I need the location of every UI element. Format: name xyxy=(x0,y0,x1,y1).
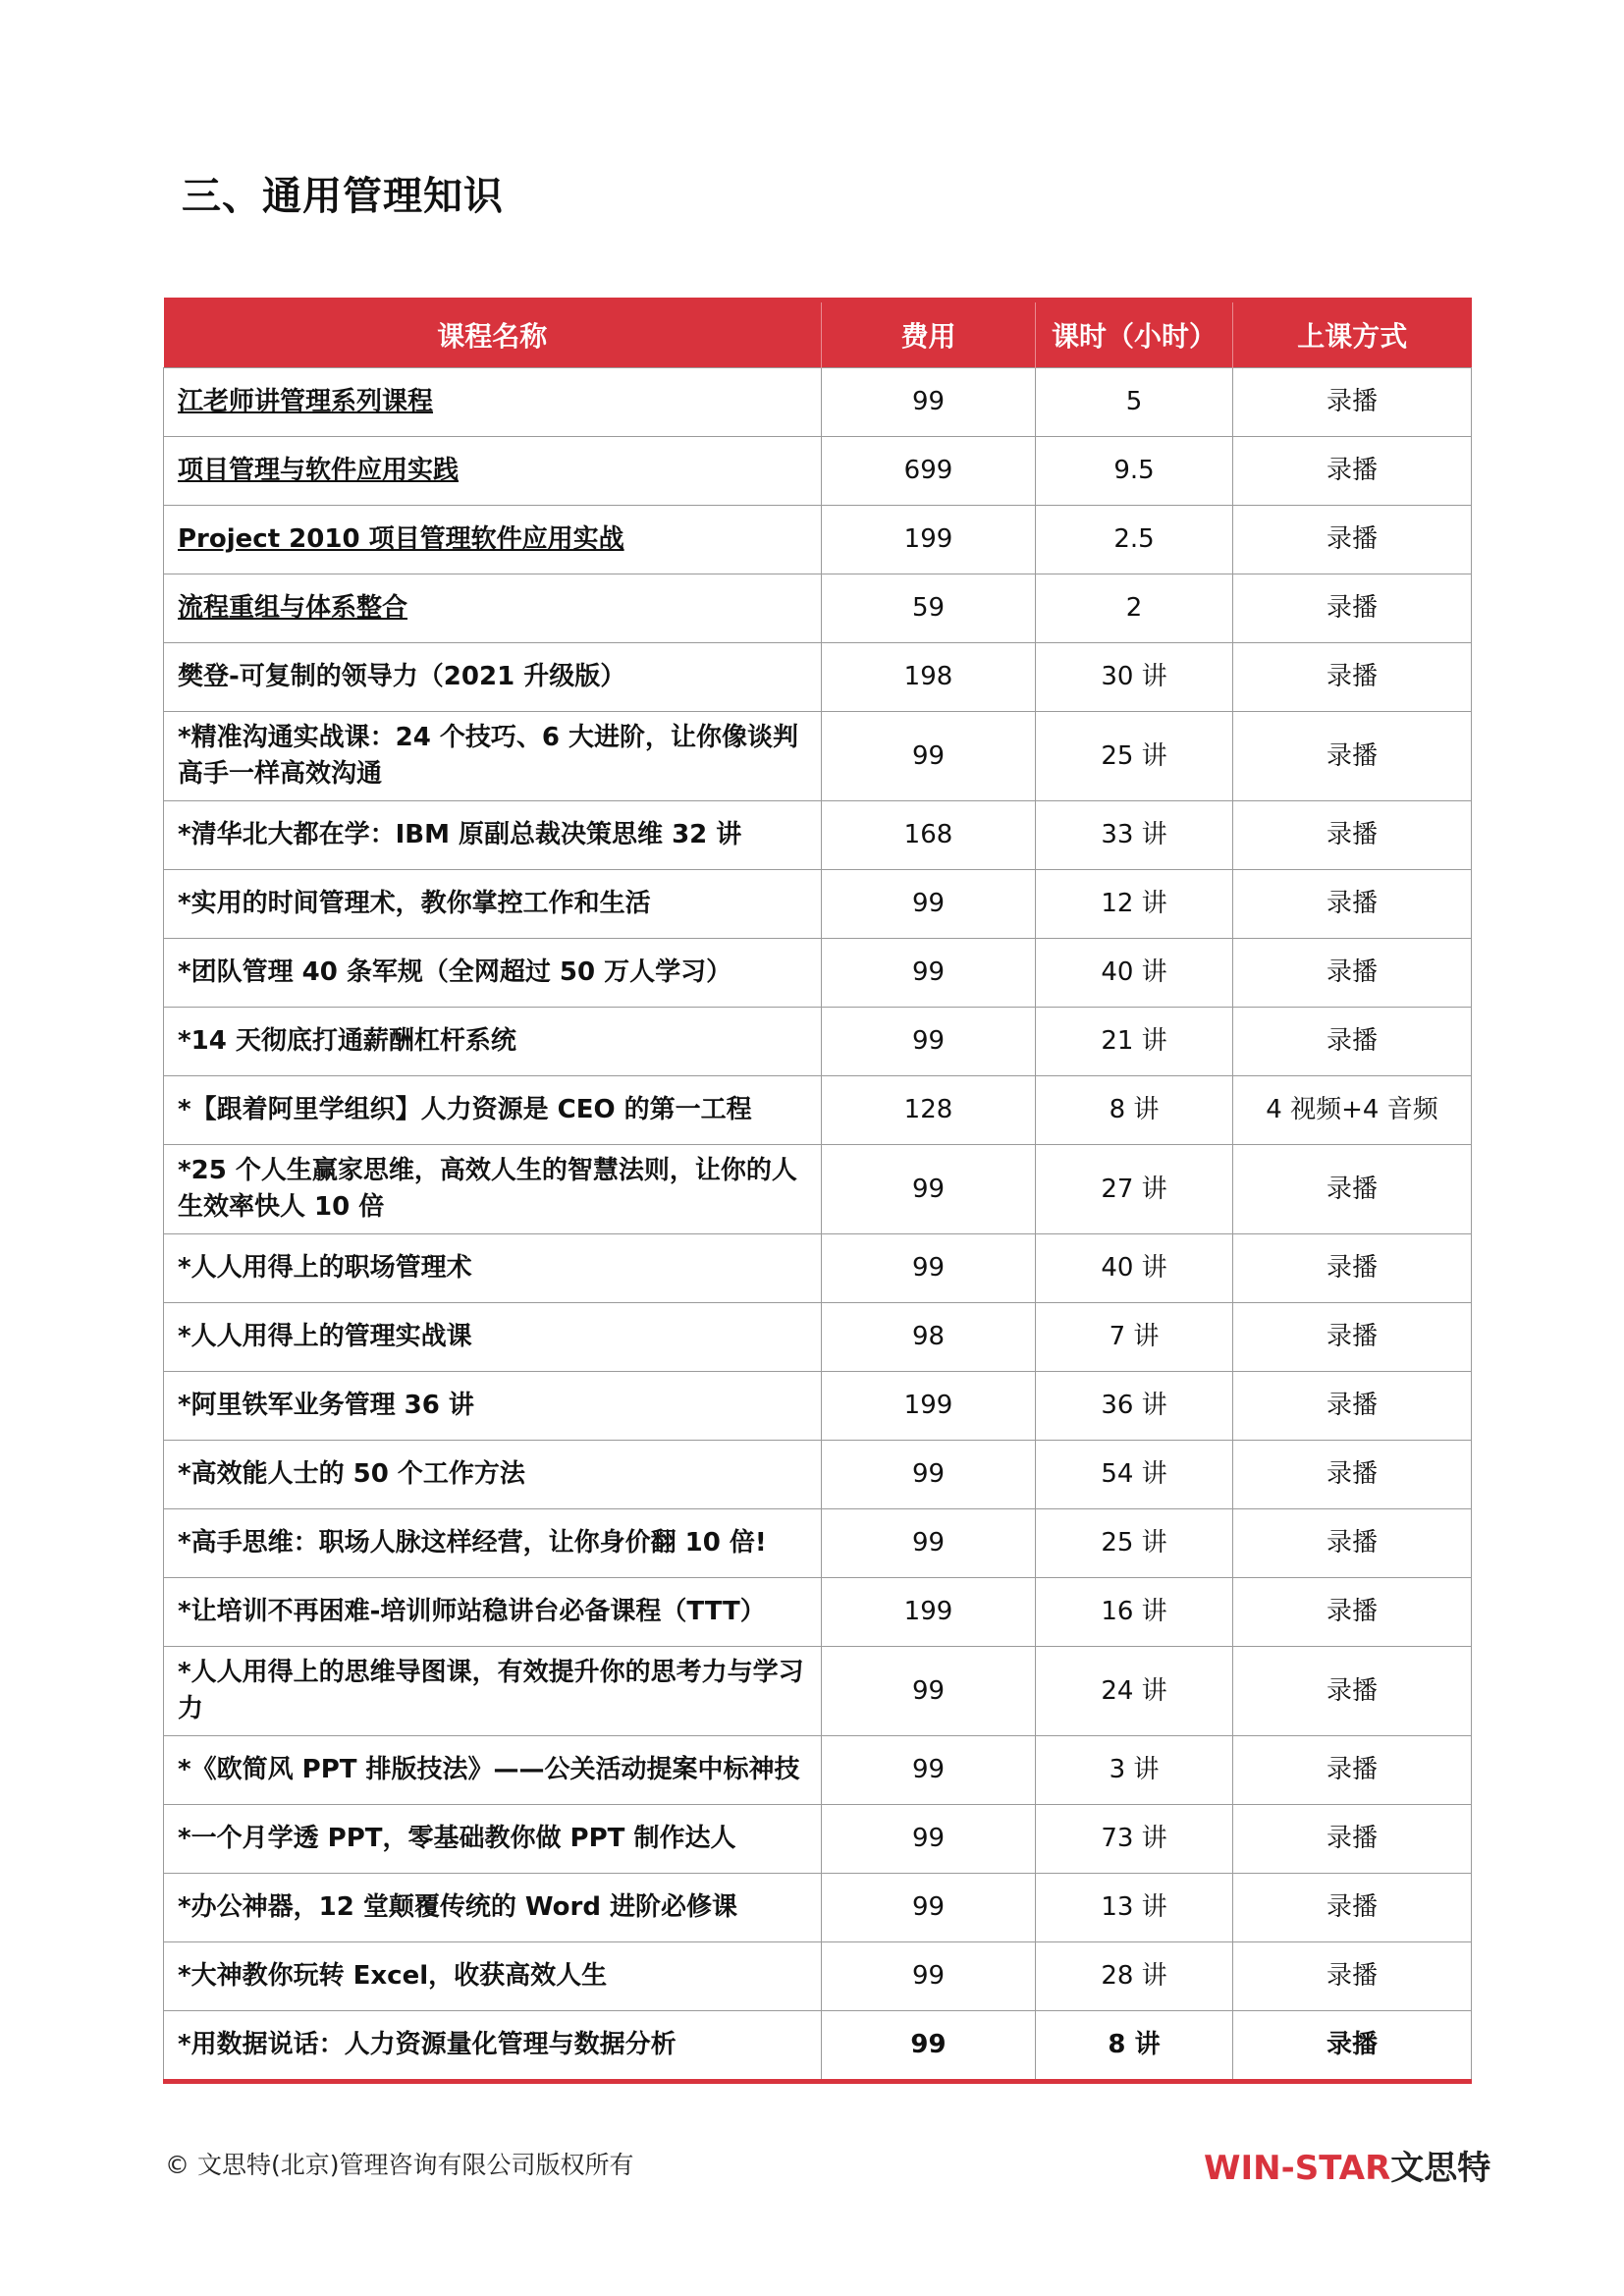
mode-cell: 录播 xyxy=(1233,801,1472,870)
course-name-cell: *清华北大都在学：IBM 原副总裁决策思维 32 讲 xyxy=(164,801,822,870)
fee-cell: 99 xyxy=(822,1234,1036,1303)
fee-cell: 199 xyxy=(822,1578,1036,1647)
mode-cell: 录播 xyxy=(1233,1234,1472,1303)
table-row xyxy=(164,1234,1472,1303)
table-row xyxy=(164,1647,1472,1736)
brand-logo xyxy=(1204,2141,1490,2189)
course-name-cell: *让培训不再困难-培训师站稳讲台必备课程（TTT） xyxy=(164,1578,822,1647)
hours-cell: 33 讲 xyxy=(1036,801,1233,870)
course-name-cell: *大神教你玩转 Excel，收获高效人生 xyxy=(164,1942,822,2011)
course-name-cell: *高效能人士的 50 个工作方法 xyxy=(164,1441,822,1509)
hours-cell: 9.5 xyxy=(1036,437,1233,506)
course-name-cell: *《欧简风 PPT 排版技法》——公关活动提案中标神技 xyxy=(164,1736,822,1805)
mode-cell: 录播 xyxy=(1233,643,1472,712)
fee-cell: 99 xyxy=(822,1647,1036,1736)
table-row xyxy=(164,574,1472,643)
course-name-cell: *一个月学透 PPT，零基础教你做 PPT 制作达人 xyxy=(164,1805,822,1874)
fee-cell: 98 xyxy=(822,1303,1036,1372)
course-name-cell[interactable]: 项目管理与软件应用实践 xyxy=(164,437,822,506)
mode-cell: 录播 xyxy=(1233,2011,1472,2082)
fee-cell: 198 xyxy=(822,643,1036,712)
course-name-cell: *人人用得上的思维导图课，有效提升你的思考力与学习力 xyxy=(164,1647,822,1736)
hours-cell: 8 讲 xyxy=(1036,1076,1233,1145)
section-title: 三、通用管理知识 xyxy=(182,174,504,219)
course-name-cell[interactable]: Project 2010 项目管理软件应用实战 xyxy=(164,506,822,574)
fee-cell: 99 xyxy=(822,1805,1036,1874)
mode-cell: 录播 xyxy=(1233,939,1472,1008)
course-name-cell: *实用的时间管理术，教你掌控工作和生活 xyxy=(164,870,822,939)
hours-cell: 5 xyxy=(1036,368,1233,437)
header-mode: 上课方式 xyxy=(1233,301,1472,368)
header-course-name: 课程名称 xyxy=(164,301,822,368)
mode-cell: 录播 xyxy=(1233,1736,1472,1805)
table-row xyxy=(164,437,1472,506)
hours-cell: 21 讲 xyxy=(1036,1008,1233,1076)
hours-cell: 27 讲 xyxy=(1036,1145,1233,1234)
mode-cell: 录播 xyxy=(1233,437,1472,506)
hours-cell: 25 讲 xyxy=(1036,1509,1233,1578)
hours-cell: 8 讲 xyxy=(1036,2011,1233,2082)
mode-cell: 录播 xyxy=(1233,1509,1472,1578)
fee-cell: 99 xyxy=(822,1736,1036,1805)
course-name-cell[interactable]: 江老师讲管理系列课程 xyxy=(164,368,822,437)
hours-cell: 7 讲 xyxy=(1036,1303,1233,1372)
hours-cell: 24 讲 xyxy=(1036,1647,1233,1736)
hours-cell: 25 讲 xyxy=(1036,712,1233,801)
mode-cell: 录播 xyxy=(1233,1145,1472,1234)
hours-cell: 28 讲 xyxy=(1036,1942,1233,2011)
hours-cell: 2 xyxy=(1036,574,1233,643)
course-name-cell: *14 天彻底打通薪酬杠杆系统 xyxy=(164,1008,822,1076)
hours-cell: 54 讲 xyxy=(1036,1441,1233,1509)
hours-cell: 16 讲 xyxy=(1036,1578,1233,1647)
hours-cell: 13 讲 xyxy=(1036,1874,1233,1942)
table-header-row xyxy=(164,301,1472,368)
course-name-cell[interactable]: 流程重组与体系整合 xyxy=(164,574,822,643)
course-name-cell: *人人用得上的职场管理术 xyxy=(164,1234,822,1303)
mode-cell: 录播 xyxy=(1233,1874,1472,1942)
table-row xyxy=(164,1372,1472,1441)
table-row xyxy=(164,1874,1472,1942)
mode-cell: 录播 xyxy=(1233,574,1472,643)
fee-cell: 99 xyxy=(822,368,1036,437)
fee-cell: 59 xyxy=(822,574,1036,643)
mode-cell: 录播 xyxy=(1233,1441,1472,1509)
mode-cell: 录播 xyxy=(1233,1372,1472,1441)
hours-cell: 40 讲 xyxy=(1036,939,1233,1008)
table-row xyxy=(164,2011,1472,2082)
hours-cell: 2.5 xyxy=(1036,506,1233,574)
course-name-cell: *25 个人生赢家思维，高效人生的智慧法则，让你的人生效率快人 10 倍 xyxy=(164,1145,822,1234)
course-name-cell: *【跟着阿里学组织】人力资源是 CEO 的第一工程 xyxy=(164,1076,822,1145)
mode-cell: 录播 xyxy=(1233,506,1472,574)
table-row xyxy=(164,870,1472,939)
table-row xyxy=(164,1441,1472,1509)
table-row xyxy=(164,712,1472,801)
header-fee: 费用 xyxy=(822,301,1036,368)
course-name-cell: *高手思维：职场人脉这样经营，让你身价翻 10 倍! xyxy=(164,1509,822,1578)
fee-cell: 199 xyxy=(822,1372,1036,1441)
fee-cell: 99 xyxy=(822,2011,1036,2082)
table-row xyxy=(164,1805,1472,1874)
fee-cell: 99 xyxy=(822,1942,1036,2011)
table-row xyxy=(164,643,1472,712)
hours-cell: 40 讲 xyxy=(1036,1234,1233,1303)
course-name-cell: *精准沟通实战课：24 个技巧、6 大进阶，让你像谈判高手一样高效沟通 xyxy=(164,712,822,801)
fee-cell: 99 xyxy=(822,1874,1036,1942)
table-row xyxy=(164,368,1472,437)
brand-latin: WIN-STAR xyxy=(1204,2149,1391,2188)
fee-cell: 99 xyxy=(822,1441,1036,1509)
course-name-cell: *人人用得上的管理实战课 xyxy=(164,1303,822,1372)
course-name-cell: *团队管理 40 条军规（全网超过 50 万人学习） xyxy=(164,939,822,1008)
fee-cell: 99 xyxy=(822,939,1036,1008)
mode-cell: 录播 xyxy=(1233,712,1472,801)
header-hours: 课时（小时） xyxy=(1036,301,1233,368)
table-row xyxy=(164,1303,1472,1372)
table-row xyxy=(164,1736,1472,1805)
course-name-cell: *用数据说话：人力资源量化管理与数据分析 xyxy=(164,2011,822,2082)
table-row xyxy=(164,801,1472,870)
hours-cell: 73 讲 xyxy=(1036,1805,1233,1874)
fee-cell: 99 xyxy=(822,1008,1036,1076)
course-name-cell: 樊登-可复制的领导力（2021 升级版） xyxy=(164,643,822,712)
fee-cell: 99 xyxy=(822,712,1036,801)
hours-cell: 12 讲 xyxy=(1036,870,1233,939)
table-row xyxy=(164,1942,1472,2011)
mode-cell: 录播 xyxy=(1233,1303,1472,1372)
fee-cell: 168 xyxy=(822,801,1036,870)
fee-cell: 199 xyxy=(822,506,1036,574)
course-name-cell: *阿里铁军业务管理 36 讲 xyxy=(164,1372,822,1441)
table-row xyxy=(164,1008,1472,1076)
brand-cn: 文思特 xyxy=(1390,2149,1491,2188)
course-table xyxy=(163,298,1472,2084)
table-row xyxy=(164,1509,1472,1578)
fee-cell: 99 xyxy=(822,1509,1036,1578)
mode-cell: 4 视频+4 音频 xyxy=(1233,1076,1472,1145)
table-row xyxy=(164,939,1472,1008)
mode-cell: 录播 xyxy=(1233,870,1472,939)
hours-cell: 36 讲 xyxy=(1036,1372,1233,1441)
course-name-cell: *办公神器，12 堂颠覆传统的 Word 进阶必修课 xyxy=(164,1874,822,1942)
table-row xyxy=(164,506,1472,574)
mode-cell: 录播 xyxy=(1233,368,1472,437)
table-row xyxy=(164,1076,1472,1145)
mode-cell: 录播 xyxy=(1233,1647,1472,1736)
mode-cell: 录播 xyxy=(1233,1942,1472,2011)
fee-cell: 699 xyxy=(822,437,1036,506)
copyright-notice: © 文思特(北京)管理咨询有限公司版权所有 xyxy=(165,2151,634,2179)
mode-cell: 录播 xyxy=(1233,1578,1472,1647)
table-row xyxy=(164,1578,1472,1647)
hours-cell: 3 讲 xyxy=(1036,1736,1233,1805)
fee-cell: 99 xyxy=(822,1145,1036,1234)
hours-cell: 30 讲 xyxy=(1036,643,1233,712)
mode-cell: 录播 xyxy=(1233,1805,1472,1874)
fee-cell: 99 xyxy=(822,870,1036,939)
table-row xyxy=(164,1145,1472,1234)
fee-cell: 128 xyxy=(822,1076,1036,1145)
mode-cell: 录播 xyxy=(1233,1008,1472,1076)
